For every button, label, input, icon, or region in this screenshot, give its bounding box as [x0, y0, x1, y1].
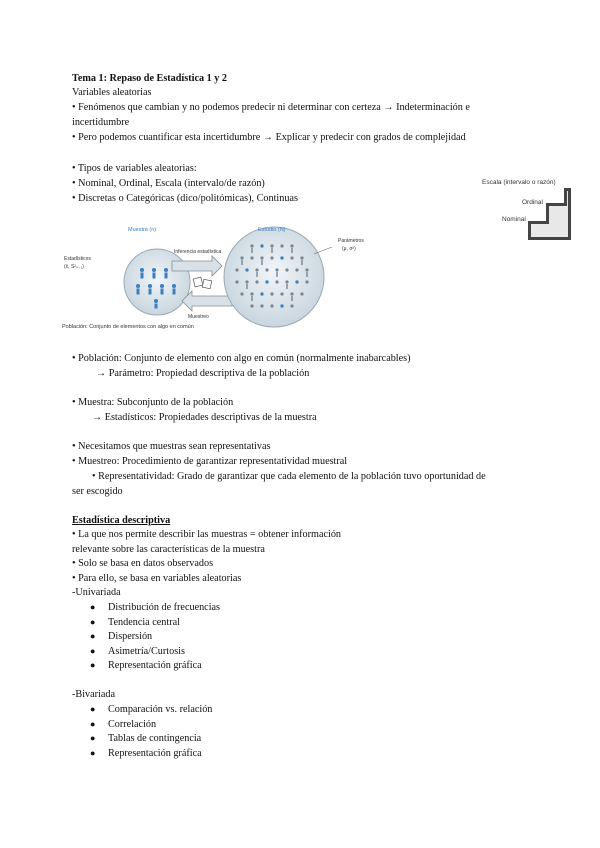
bullet-icon: ●: [90, 704, 96, 714]
bullet-icon: ●: [90, 719, 96, 729]
text-line: ser escogido: [72, 486, 123, 497]
label-parametros: Parámetros: [338, 238, 364, 244]
bullet-icon: ●: [90, 646, 96, 656]
bullet-icon: ●: [90, 748, 96, 758]
list-item: Representación gráfica: [108, 748, 202, 759]
bullet-icon: ●: [90, 617, 96, 627]
list-item: Correlación: [108, 719, 157, 730]
text-line: → Estadísticos: Propiedades descriptivas de la muestra: [92, 412, 317, 423]
label-parametros-sym: (μ, σ²): [342, 246, 356, 252]
text-line: • Fenómenos que cambian y no podemos predecir ni determinar con certeza → Indeterminación e: [72, 102, 470, 113]
list-item: Dispersión: [108, 631, 153, 642]
text-line: • Discretas o Categóricas (dico/politómicas), Continuas: [72, 193, 298, 204]
list-item: Asimetría/Curtosis: [108, 646, 185, 657]
text-line: • Nominal, Ordinal, Escala (intervalo/de razón): [72, 178, 265, 189]
text-line: • Muestra: Subconjunto de la población: [72, 397, 234, 408]
bullet-icon: ●: [90, 660, 96, 670]
stairs-label-escala: Escala (intervalo o razón): [482, 179, 556, 186]
text-line: • Solo se basa en datos observados: [72, 558, 214, 569]
section-heading-descriptiva: Estadística descriptiva: [72, 515, 171, 526]
population-sample-diagram: [62, 220, 382, 332]
list-item: Tendencia central: [108, 617, 180, 628]
text-line: relevante sobre las características de la muestra: [72, 544, 265, 555]
bullet-icon: ●: [90, 602, 96, 612]
list-item: Tablas de contingencia: [108, 733, 202, 744]
stairs-label-ordinal: Ordinal: [522, 199, 543, 206]
label-muestreo: Muestreo: [188, 314, 209, 320]
bullet-icon: ●: [90, 631, 96, 641]
text-line: • Representatividad: Grado de garantizar que cada elemento de la población tuvo oportunidad de: [92, 471, 486, 482]
text-line: • Población: Conjunto de elemento con algo en común (normalmente inabarcables): [72, 353, 411, 364]
text-line: • Muestreo: Procedimiento de garantizar representatividad muestral: [72, 456, 348, 467]
text-line: • Tipos de variables aleatorias:: [72, 163, 197, 174]
list-item: Representación gráfica: [108, 660, 202, 671]
page-title: Tema 1: Repaso de Estadística 1 y 2: [72, 73, 227, 84]
bullet-icon: ●: [90, 733, 96, 743]
text-line: • La que nos permite describir las muestras = obtener información: [72, 529, 342, 540]
text-line: • Para ello, se basa en variables aleatorias: [72, 573, 242, 584]
list-item: Distribución de frecuencias: [108, 602, 221, 613]
scale-stairs-figure: [478, 176, 576, 244]
label-estadisticos-sym: (x̄, S²ₙ₋₁): [64, 264, 84, 270]
label-inferencia: Inferencia estadística: [174, 249, 222, 255]
subheading-univariada: -Univariada: [72, 587, 121, 598]
population-circle: [224, 227, 324, 327]
subheading-bivariada: -Bivariada: [72, 689, 115, 700]
stairs-label-nominal: Nominal: [502, 216, 526, 223]
text-line: • Necesitamos que muestras sean representativas: [72, 441, 271, 452]
text-line: incertidumbre: [72, 117, 130, 128]
label-estadisticos: Estadísticos: [64, 256, 91, 262]
diagram-caption: Población: Conjunto de elementos con algo en común: [62, 324, 194, 330]
section-heading-variables: Variables aleatorias: [72, 87, 152, 98]
label-estudio: Estudio (N): [258, 227, 286, 233]
label-muestra: Muestra (n): [128, 227, 157, 233]
text-line: • Pero podemos cuantificar esta incertidumbre → Explicar y predecir con grados de complejidad: [72, 132, 466, 143]
list-item: Comparación vs. relación: [108, 704, 213, 715]
sampling-arrow: [182, 291, 232, 311]
text-line: → Parámetro: Propiedad descriptiva de la población: [96, 368, 310, 379]
